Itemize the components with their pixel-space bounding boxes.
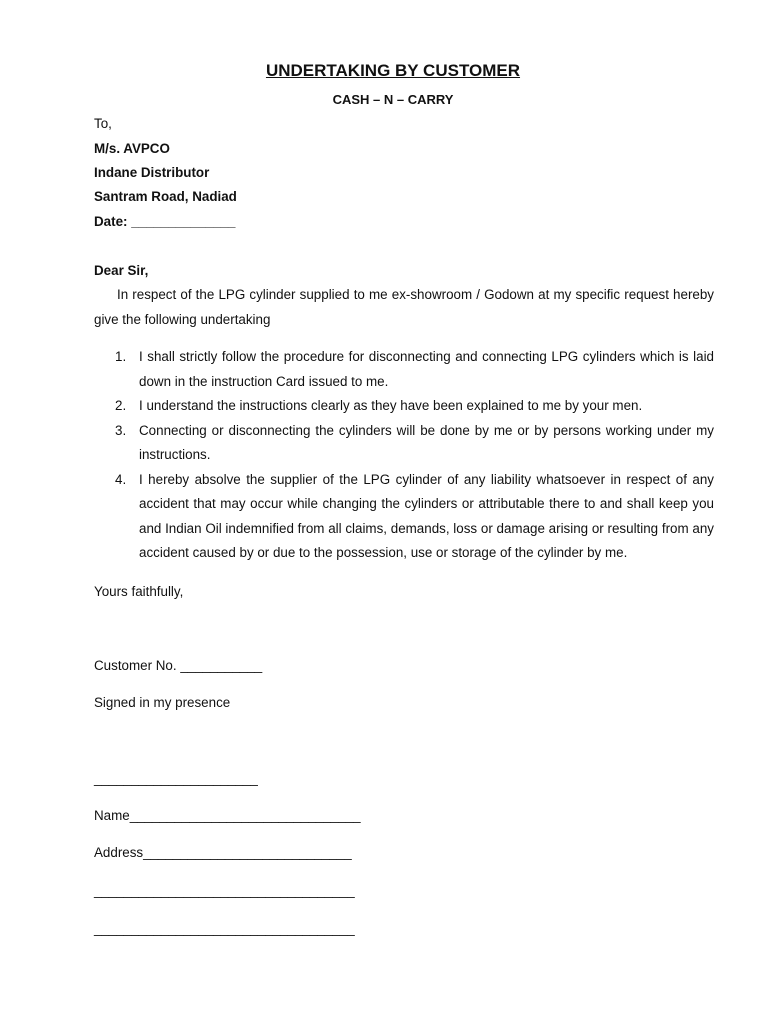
blank-line: ___________________________________ xyxy=(94,883,355,898)
list-item xyxy=(94,345,714,394)
list-item xyxy=(94,394,714,419)
address-location: Santram Road, Nadiad xyxy=(94,189,237,204)
list-item-number: 1. xyxy=(115,349,127,364)
witness-text: Signed in my presence xyxy=(94,695,231,710)
list-item-text: I hereby absolve the supplier of the LPG cylinder of any liability whatsoever in respect of any accident that may occur while changing the cylinders or attributable there to and shall keep you and Indian Oil indemnified from all claims, demands, loss or damage arising or resulting from any accident caused by or due to the possession, use or storage of the cylinder by me. xyxy=(139,471,714,560)
address-field: Address____________________________ xyxy=(94,845,352,860)
undertaking-list xyxy=(94,345,714,566)
date-field: Date: ______________ xyxy=(94,214,236,229)
intro-paragraph: In respect of the LPG cylinder supplied to me ex-showroom / Godown at my specific request hereby give the following undertaking xyxy=(94,287,714,327)
blank-line: ___________________________________ xyxy=(94,921,355,936)
address-distributor: Indane Distributor xyxy=(94,165,210,180)
list-item-text: I understand the instructions clearly as they have been explained to me by your men. xyxy=(139,398,643,413)
list-item xyxy=(94,419,714,468)
list-item xyxy=(94,468,714,566)
list-item-text: I shall strictly follow the procedure for disconnecting and connecting LPG cylinders which is laid down in the instruction Card issued to me. xyxy=(139,349,714,389)
list-item-number: 4. xyxy=(115,471,127,487)
list-item-text: Connecting or disconnecting the cylinders will be done by me or by persons working under my instructions. xyxy=(139,422,714,462)
salutation: Dear Sir, xyxy=(94,263,149,278)
list-item-number: 2. xyxy=(115,398,127,413)
list-item-number: 3. xyxy=(115,422,127,438)
sign-off: Yours faithfully, xyxy=(94,584,184,599)
address-to: To, xyxy=(94,116,112,131)
address-company: M/s. AVPCO xyxy=(94,141,170,156)
customer-number-field: Customer No. ___________ xyxy=(94,658,263,673)
document-title: UNDERTAKING BY CUSTOMER xyxy=(265,61,521,80)
name-field: Name_______________________________ xyxy=(94,808,361,823)
signature-line: ______________________ xyxy=(94,771,258,786)
document-subtitle: CASH – N – CARRY xyxy=(332,92,454,107)
